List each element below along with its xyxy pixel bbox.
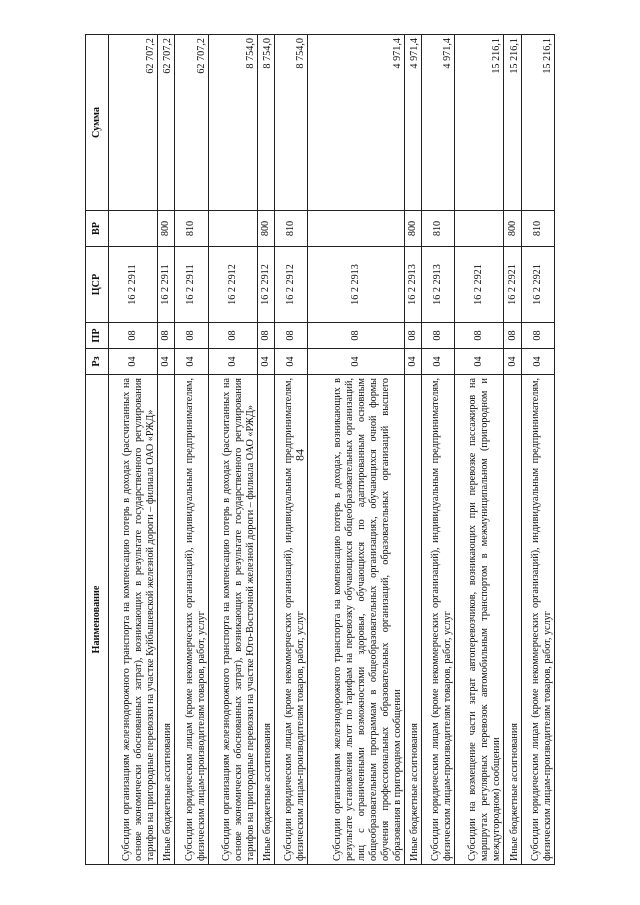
table-row xyxy=(404,35,421,865)
row-rz: 04 xyxy=(308,349,405,375)
page-number: 84 xyxy=(292,449,307,461)
row-name: Субсидии юридическим лицам (кроме некоммерческих организаций), индивидуальным предпринимателям, физическим лицам-производителям товаров, работ, услуг xyxy=(175,375,208,865)
row-vr xyxy=(455,211,504,247)
row-pr: 08 xyxy=(422,323,455,349)
row-name: Субсидии на возмещение части затрат автоперевозчиков, возникающих при перевозке пассажиров на маршрутах регулярных перевозок автомобильным транспортом в межмуниципальном (пригородном и междугородном) сообщении xyxy=(455,375,504,865)
row-sum: 15 216,1 xyxy=(504,35,521,211)
table-row xyxy=(257,35,274,865)
row-rz: 04 xyxy=(208,349,257,375)
row-pr: 08 xyxy=(208,323,257,349)
row-sum: 15 216,1 xyxy=(521,35,554,211)
table-row xyxy=(175,35,208,865)
row-vr: 810 xyxy=(274,211,307,247)
column-header-sum: Сумма xyxy=(86,35,109,211)
row-vr: 800 xyxy=(257,211,274,247)
row-vr: 810 xyxy=(422,211,455,247)
row-rz: 04 xyxy=(109,349,158,375)
budget-table xyxy=(85,34,555,865)
row-vr xyxy=(109,211,158,247)
row-sum: 62 707,2 xyxy=(158,35,175,211)
row-rz: 04 xyxy=(158,349,175,375)
row-name: Иные бюджетные ассигнования xyxy=(404,375,421,865)
row-rz: 04 xyxy=(404,349,421,375)
row-csr: 16 2 2912 xyxy=(274,247,307,323)
row-rz: 04 xyxy=(175,349,208,375)
row-pr: 08 xyxy=(308,323,405,349)
row-sum: 8 754,0 xyxy=(257,35,274,211)
row-vr xyxy=(308,211,405,247)
row-csr: 16 2 2912 xyxy=(257,247,274,323)
row-pr: 08 xyxy=(404,323,421,349)
row-sum: 4 971,4 xyxy=(422,35,455,211)
table-row xyxy=(422,35,455,865)
row-name: Субсидии организациям железнодорожного транспорта на компенсацию потерь в доходах, возникающих в результате установления льгот по тарифам на перевозку обучающихся общеобразовательных организаций, лиц с ограниченными возможностями здоровья, обучающихся по адаптированным основным общеобразовательным программам в общеобразовательных организациях, обучающихся очной формы обучения профессиональных образовательных организаций, образовательных организаций высшего образования в пригородном сообщении xyxy=(308,375,405,865)
row-vr: 810 xyxy=(175,211,208,247)
row-vr: 800 xyxy=(404,211,421,247)
column-header-name: Наименование xyxy=(86,375,109,865)
row-pr: 08 xyxy=(504,323,521,349)
row-vr: 800 xyxy=(504,211,521,247)
row-csr: 16 2 2912 xyxy=(208,247,257,323)
row-rz: 04 xyxy=(521,349,554,375)
row-name: Субсидии юридическим лицам (кроме некоммерческих организаций), индивидуальным предпринимателям, физическим лицам-производителям товаров, работ, услуг xyxy=(274,375,307,865)
row-name: Иные бюджетные ассигнования xyxy=(158,375,175,865)
row-sum: 62 707,2 xyxy=(109,35,158,211)
row-sum: 8 754,0 xyxy=(208,35,257,211)
row-vr: 810 xyxy=(521,211,554,247)
table-row xyxy=(504,35,521,865)
table-row xyxy=(274,35,307,865)
row-name: Иные бюджетные ассигнования xyxy=(257,375,274,865)
column-header-vr: ВР xyxy=(86,211,109,247)
row-pr: 08 xyxy=(109,323,158,349)
table-row xyxy=(455,35,504,865)
column-header-rz: Рз xyxy=(86,349,109,375)
row-rz: 04 xyxy=(257,349,274,375)
row-csr: 16 2 2913 xyxy=(404,247,421,323)
row-csr: 16 2 2921 xyxy=(455,247,504,323)
column-header-csr: ЦСР xyxy=(86,247,109,323)
row-csr: 16 2 2913 xyxy=(422,247,455,323)
row-name: Субсидии юридическим лицам (кроме некоммерческих организаций), индивидуальным предпринимателям, физическим лицам-производителям товаров, работ, услуг xyxy=(521,375,554,865)
table-row xyxy=(158,35,175,865)
row-vr: 800 xyxy=(158,211,175,247)
row-rz: 04 xyxy=(455,349,504,375)
row-sum: 15 216,1 xyxy=(455,35,504,211)
row-name: Субсидии организациям железнодорожного транспорта на компенсацию потерь в доходах (рассчитанных на основе экономически обоснованных затрат), возникающих в результате государственного регулирования тарифов на пригородные перевозки на участке Куйбышевской железной дороги – филиала ОАО «РЖД» xyxy=(109,375,158,865)
row-csr: 16 2 2913 xyxy=(308,247,405,323)
row-pr: 08 xyxy=(158,323,175,349)
row-pr: 08 xyxy=(455,323,504,349)
row-rz: 04 xyxy=(274,349,307,375)
table-row xyxy=(208,35,257,865)
row-csr: 16 2 2921 xyxy=(504,247,521,323)
row-name: Субсидии организациям железнодорожного транспорта на компенсацию потерь в доходах (рассчитанных на основе экономически обоснованных затрат), возникающих в результате государственного регулирования тарифов на пригородные перевозки на участке Юго-Восточной железной дороги – филиала ОАО «РЖД» xyxy=(208,375,257,865)
row-pr: 08 xyxy=(274,323,307,349)
row-rz: 04 xyxy=(422,349,455,375)
row-pr: 08 xyxy=(521,323,554,349)
row-name: Иные бюджетные ассигнования xyxy=(504,375,521,865)
row-csr: 16 2 2921 xyxy=(521,247,554,323)
row-sum: 8 754,0 xyxy=(274,35,307,211)
row-rz: 04 xyxy=(504,349,521,375)
table-row xyxy=(308,35,405,865)
row-csr: 16 2 2911 xyxy=(175,247,208,323)
row-pr: 08 xyxy=(175,323,208,349)
table-row xyxy=(109,35,158,865)
column-header-pr: ПР xyxy=(86,323,109,349)
rotated-page-content xyxy=(85,35,555,865)
row-sum: 62 707,2 xyxy=(175,35,208,211)
row-sum: 4 971,4 xyxy=(308,35,405,211)
row-sum: 4 971,4 xyxy=(404,35,421,211)
row-csr: 16 2 2911 xyxy=(109,247,158,323)
row-csr: 16 2 2911 xyxy=(158,247,175,323)
row-name: Субсидии юридическим лицам (кроме некоммерческих организаций), индивидуальным предпринимателям, физическим лицам-производителям товаров, работ, услуг xyxy=(422,375,455,865)
table-row xyxy=(521,35,554,865)
table-header-row xyxy=(86,35,109,865)
row-pr: 08 xyxy=(257,323,274,349)
row-vr xyxy=(208,211,257,247)
